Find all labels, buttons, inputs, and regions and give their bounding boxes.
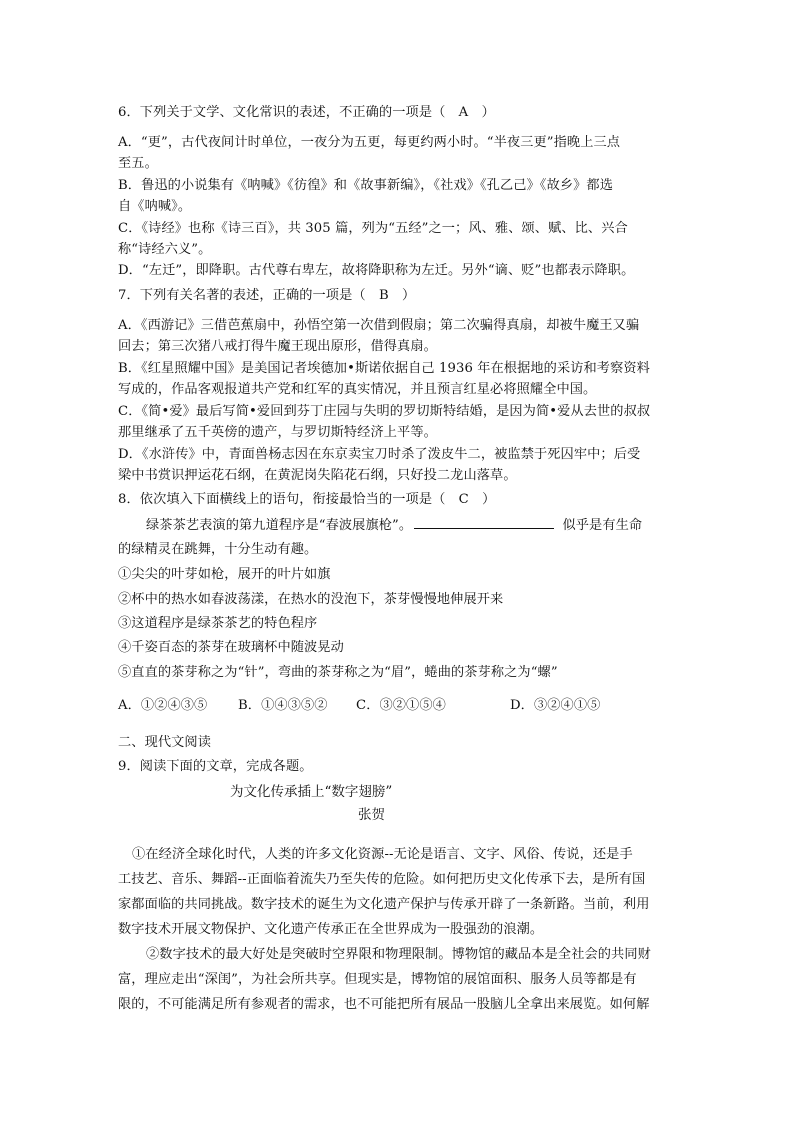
q6-stem: 6．下列关于文学、文化常识的表述，不正确的一项是（ A ）: [118, 105, 495, 120]
article-p2-line3: 限的，不可能满足所有参观者的需求，也不可能把所有展品一股脑儿全拿出来展览。如何解: [118, 997, 650, 1012]
q7-option-c-line2: 那里继承了五千英傍的遗产，与罗切斯特经济上平等。: [118, 425, 437, 440]
q6-option-d-line1: D．“左迁”，即降职。古代尊右卑左，故将降职称为左迁。另外“谪、贬”也都表示降职。: [118, 263, 635, 278]
q8-option-a: A．①②④③⑤: [118, 698, 208, 713]
q7-option-b-line1: B．《红星照耀中国》是美国记者埃德加•斯诺依据自己 1936 年在根据地的采访和考察资料: [118, 361, 650, 376]
q8-options-row: [118, 697, 600, 715]
fill-in-blank-line: [414, 516, 554, 529]
article-p1-line3: 家都面临的共同挑战。数字技术的诞生为文化遗产保护与传承开辟了一条新路。当前，利用: [118, 897, 650, 912]
q6-option-a-line1: A．“更”，古代夜间计时单位，一夜分为五更，每更约两小时。“半夜三更”指晚上三点: [118, 135, 621, 150]
q8-option-d: D．③②④①⑤: [510, 698, 601, 713]
q8-option-c: C．③②①⑤④: [356, 698, 446, 713]
q7-option-a-line2: 回去；第三次猪八戒打得牛魔王现出原形，借得真扇。: [118, 339, 437, 354]
section-heading: 二、现代文阅读: [118, 735, 212, 750]
article-p2-line1: ②数字技术的最大好处是突破时空界限和物理限制。博物馆的藏品本是全社会的共同财: [146, 947, 651, 962]
q9-stem: 9．阅读下面的文章，完成各题。: [118, 759, 313, 774]
q6-option-b-line1: B．鲁迅的小说集有《呐喊》《彷徨》和《故事新编》，《社戏》《孔乙己》《故乡》都选: [118, 178, 613, 193]
q7-option-d-line2: 梁中书赏识押运花石纲，在黄泥岗失陷花石纲，只好投二龙山落草。: [118, 468, 517, 483]
q8-passage-text-after-blank: 似乎是有生命: [562, 518, 643, 533]
q8-passage-line2: 的绿精灵在跳舞，十分生动有趣。: [118, 542, 318, 557]
q8-passage-text-before-blank: 绿茶茶艺表演的第九道程序是“春波展旗枪”。: [146, 518, 413, 533]
article-p2-line2: 富，理应走出“深闺”，为社会所共享。但现实是，博物馆的展馆面积、服务人员等都是有: [118, 972, 637, 987]
q8-sentence-1: ①尖尖的叶芽如枪，展开的叶片如旗: [118, 567, 331, 582]
q8-option-b: B．①④③⑤②: [238, 698, 328, 713]
q8-sentence-5: ⑤直直的茶芽称之为“针”，弯曲的茶芽称之为“眉”，蜷曲的茶芽称之为“螺”: [118, 665, 558, 680]
q6-option-b-line2: 自《呐喊》。: [118, 199, 192, 214]
q6-option-c-line2: 称“诗经六义”。: [118, 242, 212, 257]
q8-sentence-2: ②杯中的热水如春波荡漾，在热水的没泡下，茶芽慢慢地伸展开来: [118, 592, 504, 607]
q7-option-b-line2: 写成的，作品客观报道共产党和红军的真实情况，并且预言红星必将照耀全中国。: [118, 382, 597, 397]
q8-passage-line1: [146, 516, 642, 535]
article-author: 张贺: [358, 807, 385, 823]
q7-option-a-line1: A．《西游记》三借芭蕉扇中，孙悟空第一次借到假扇；第二次骗得真扇，却被牛魔王又骗: [118, 318, 640, 333]
q7-stem: 7．下列有关名著的表述，正确的一项是（ B ）: [118, 288, 416, 303]
q7-option-c-line1: C．《简•爱》最后写简•爱回到芬丁庄园与失明的罗切斯特结婚，是因为简•爱从去世的叔叔: [118, 404, 651, 419]
article-p1-line1: ①在经济全球化时代，人类的许多文化资源--无论是语言、文字、风俗、传说，还是手: [132, 847, 633, 862]
article-p1-line4: 数字技术开展文物保护、文化遗产传承正在全世界成为一股强劲的浪潮。: [118, 922, 544, 937]
q8-sentence-3: ③这道程序是绿茶茶艺的特色程序: [118, 616, 318, 631]
q8-stem: 8．依次填入下面横线上的语句，衔接最恰当的一项是（ C ）: [118, 492, 496, 507]
q6-option-c-line1: C．《诗经》也称《诗三百》，共 305 篇，列为“五经”之一；风、雅、颂、赋、比、兴合: [118, 221, 628, 236]
article-title: 为文化传承插上“数字翅膀”: [230, 784, 393, 800]
article-p1-line2: 工技艺、音乐、舞蹈--正面临着流失乃至失传的危险。如何把历史文化传承下去，是所有国: [118, 872, 646, 887]
q6-option-a-line2: 至五。: [118, 156, 158, 171]
q7-option-d-line1: D．《水浒传》中，青面兽杨志因在东京卖宝刀时杀了泼皮牛二，被监禁于死囚牢中；后受: [118, 447, 641, 462]
q8-sentence-4: ④千姿百态的茶芽在玻璃杯中随波晃动: [118, 640, 344, 655]
